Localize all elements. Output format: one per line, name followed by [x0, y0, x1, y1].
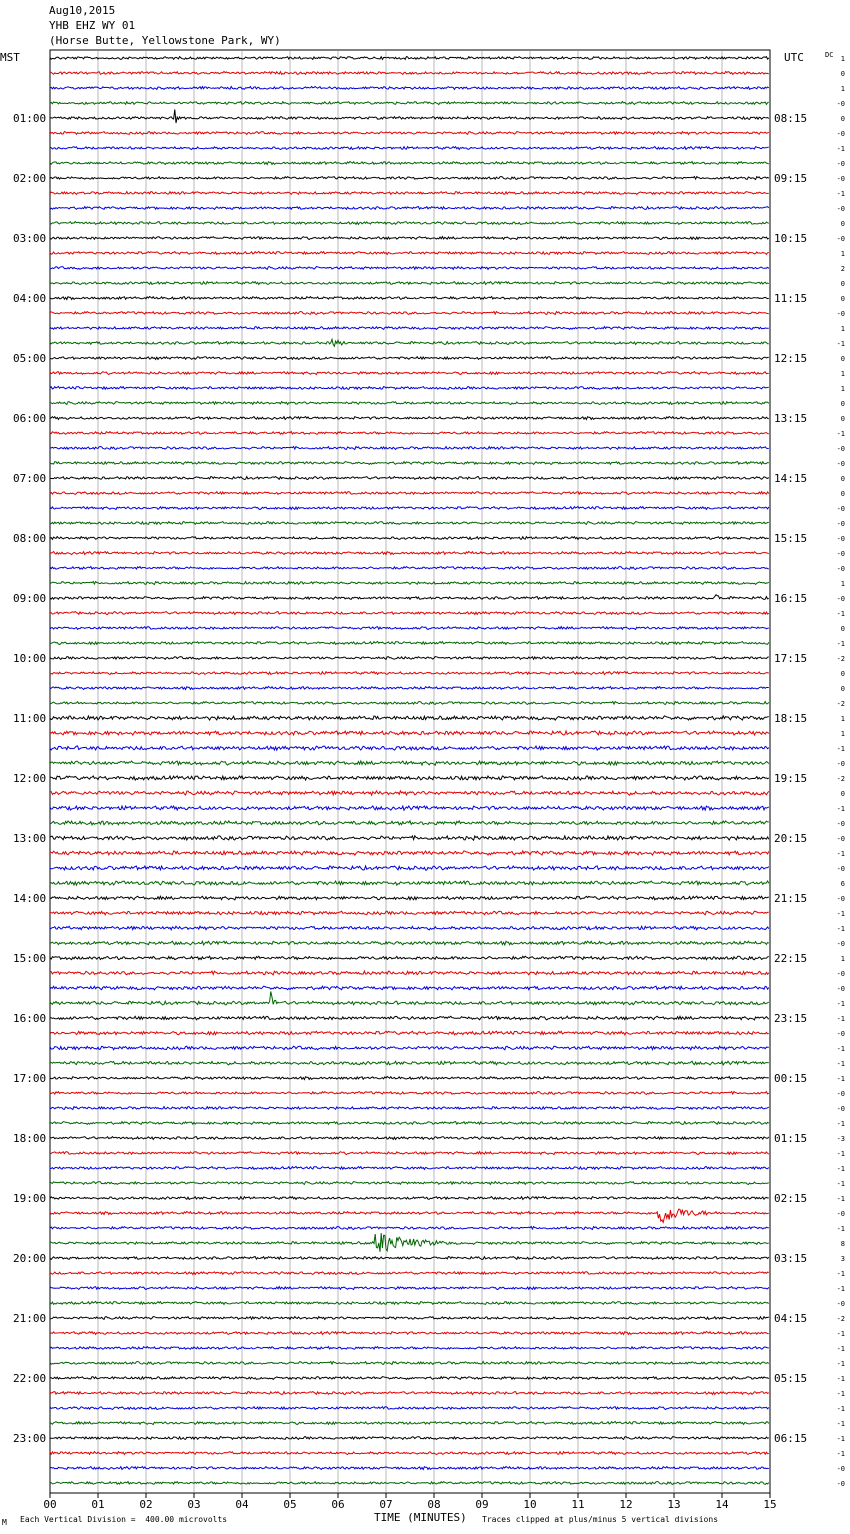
dc-offset: -1: [836, 1330, 845, 1338]
hour-label-right: 02:15: [774, 1192, 808, 1205]
trace-line: [50, 986, 769, 990]
trace-line: [50, 1209, 769, 1222]
dc-offset: -2: [836, 1315, 845, 1323]
trace-line: [50, 716, 769, 720]
hour-label-left: 09:00: [13, 592, 47, 605]
dc-offset: -0: [836, 1030, 845, 1038]
trace-line: [50, 1422, 769, 1425]
hour-label-right: 14:15: [774, 472, 808, 485]
trace-line: [50, 432, 769, 435]
x-axis-title: TIME (MINUTES): [374, 1511, 467, 1524]
hour-label-right: 16:15: [774, 592, 808, 605]
hour-label-left: 10:00: [13, 652, 47, 665]
dc-offset: -1: [836, 1060, 845, 1068]
dc-offset: -0: [836, 1090, 845, 1098]
hour-label-left: 06:00: [13, 412, 47, 425]
trace-line: [50, 956, 769, 960]
hour-label-left: 03:00: [13, 232, 47, 245]
dc-offset: -0: [836, 310, 845, 318]
hour-label-left: 07:00: [13, 472, 47, 485]
hour-label-right: 20:15: [774, 832, 808, 845]
trace-line: [50, 237, 769, 240]
corner-mark: M: [2, 1518, 7, 1527]
trace-line: [50, 110, 769, 124]
trace-line: [50, 1137, 769, 1140]
dc-offset: -2: [836, 655, 845, 663]
trace-line: [50, 1287, 769, 1290]
dc-offset: -0: [836, 1105, 845, 1113]
hour-label-right: 08:15: [774, 112, 808, 125]
trace-line: [50, 582, 769, 585]
dc-offset: -1: [836, 850, 845, 858]
hour-label-left: 14:00: [13, 892, 47, 905]
dc-offset: -0: [836, 460, 845, 468]
dc-offset: -0: [836, 1210, 845, 1218]
dc-offset: 0: [840, 280, 845, 288]
trace-line: [50, 1122, 769, 1125]
hour-label-right: 15:15: [774, 532, 808, 545]
trace-line: [50, 731, 769, 735]
trace-line: [50, 372, 769, 375]
dc-offset: 0: [840, 400, 845, 408]
dc-offset: 1: [840, 730, 845, 738]
trace-line: [50, 1362, 769, 1365]
dc-offset: 0: [840, 490, 845, 498]
dc-offset: -3: [836, 1135, 845, 1143]
dc-offset: 6: [840, 880, 845, 888]
x-tick-label: 04: [235, 1498, 249, 1511]
dc-offset: -1: [836, 145, 845, 153]
dc-offset: -1: [836, 1435, 845, 1443]
dc-offset: 1: [840, 955, 845, 963]
dc-offset: 0: [840, 295, 845, 303]
x-tick-label: 00: [43, 1498, 57, 1511]
dc-offset: 0: [840, 790, 845, 798]
hour-label-left: 16:00: [13, 1012, 47, 1025]
dc-offset: -1: [836, 430, 845, 438]
dc-offset: -1: [836, 1075, 845, 1083]
trace-line: [50, 402, 769, 405]
trace-line: [50, 1107, 769, 1110]
dc-offset: -0: [836, 985, 845, 993]
dc-offset: 0: [840, 625, 845, 633]
dc-offset: -1: [836, 1225, 845, 1233]
dc-offset: -1: [836, 1195, 845, 1203]
trace-line: [50, 132, 769, 135]
dc-offset: 8: [840, 1240, 845, 1248]
trace-line: [50, 1437, 769, 1440]
dc-offset: 0: [840, 670, 845, 678]
x-tick-label: 11: [571, 1498, 585, 1511]
dc-offset: -1: [836, 910, 845, 918]
hour-label-left: 08:00: [13, 532, 47, 545]
trace-line: [50, 387, 769, 390]
dc-offset: -0: [836, 970, 845, 978]
hour-label-right: 19:15: [774, 772, 808, 785]
hour-label-right: 01:15: [774, 1132, 808, 1145]
dc-offset: -0: [836, 100, 845, 108]
x-tick-label: 12: [619, 1498, 633, 1511]
dc-offset: -2: [836, 775, 845, 783]
dc-offset-labels: [837, 55, 845, 1488]
dc-offset: 1: [840, 385, 845, 393]
dc-offset: -1: [836, 1345, 845, 1353]
trace-line: [50, 522, 769, 525]
trace-line: [50, 462, 769, 465]
dc-offset: -0: [836, 445, 845, 453]
trace-line: [50, 162, 769, 165]
dc-offset: 1: [840, 325, 845, 333]
trace-line: [50, 926, 769, 930]
x-tick-label: 06: [331, 1498, 345, 1511]
dc-label: DC: [825, 51, 834, 59]
trace-line: [50, 1031, 769, 1035]
trace-line: [50, 339, 769, 346]
x-tick-label: 14: [715, 1498, 729, 1511]
trace-line: [50, 911, 769, 915]
x-tick-label: 08: [427, 1498, 441, 1511]
hour-label-left: 20:00: [13, 1252, 47, 1265]
trace-line: [50, 746, 769, 750]
dc-offset: 3: [840, 1255, 845, 1263]
x-axis-ticks: [43, 1493, 776, 1511]
dc-offset: 1: [840, 715, 845, 723]
dc-offset: -0: [836, 940, 845, 948]
right-timezone-label: UTC: [784, 51, 804, 64]
hour-label-right: 23:15: [774, 1012, 808, 1025]
dc-offset: -0: [836, 505, 845, 513]
trace-line: [50, 1407, 769, 1410]
trace-line: [50, 1482, 769, 1485]
dc-offset: 0: [840, 70, 845, 78]
trace-line: [50, 776, 769, 780]
trace-line: [50, 1167, 769, 1170]
trace-line: [50, 282, 769, 285]
trace-line: [50, 627, 769, 630]
dc-offset: -0: [836, 760, 845, 768]
seismic-traces: [50, 57, 769, 1485]
dc-offset: -1: [836, 1360, 845, 1368]
x-tick-label: 02: [139, 1498, 153, 1511]
dc-offset: -2: [836, 700, 845, 708]
trace-line: [50, 537, 769, 540]
dc-offset: -1: [836, 745, 845, 753]
dc-offset: -0: [836, 1480, 845, 1488]
trace-line: [50, 1046, 769, 1050]
dc-offset: -1: [836, 1150, 845, 1158]
dc-offset: -1: [836, 1045, 845, 1053]
hour-label-right: 04:15: [774, 1312, 808, 1325]
trace-line: [50, 1061, 769, 1065]
trace-line: [50, 552, 769, 555]
dc-offset: -0: [836, 835, 845, 843]
dc-offset: 0: [840, 415, 845, 423]
dc-offset: -0: [836, 820, 845, 828]
hour-label-right: 05:15: [774, 1372, 808, 1385]
hour-label-right: 06:15: [774, 1432, 808, 1445]
trace-line: [50, 507, 769, 510]
trace-line: [50, 1257, 769, 1260]
trace-line: [50, 1016, 769, 1020]
trace-line: [50, 672, 769, 675]
dc-offset: -1: [836, 1165, 845, 1173]
dc-offset: -0: [836, 1300, 845, 1308]
dc-offset: 2: [840, 265, 845, 273]
x-tick-label: 07: [379, 1498, 393, 1511]
dc-offset: 0: [840, 115, 845, 123]
trace-line: [50, 1197, 769, 1200]
hour-label-left: 04:00: [13, 292, 47, 305]
trace-line: [50, 312, 769, 315]
trace-line: [50, 1347, 769, 1350]
dc-offset: -1: [836, 925, 845, 933]
dc-offset: -1: [836, 1420, 845, 1428]
hour-label-right: 17:15: [774, 652, 808, 665]
dc-offset: -0: [836, 895, 845, 903]
dc-offset: -1: [836, 1285, 845, 1293]
hour-label-left: 19:00: [13, 1192, 47, 1205]
trace-line: [50, 971, 769, 975]
dc-offset: 0: [840, 355, 845, 363]
dc-offset: -0: [836, 205, 845, 213]
hour-label-right: 21:15: [774, 892, 808, 905]
dc-offset: -1: [836, 1015, 845, 1023]
dc-offset: -1: [836, 1120, 845, 1128]
hour-label-left: 05:00: [13, 352, 47, 365]
trace-line: [50, 1452, 769, 1455]
trace-line: [50, 896, 769, 900]
dc-offset: -0: [836, 1465, 845, 1473]
dc-offset: 0: [840, 220, 845, 228]
dc-offset: 1: [840, 85, 845, 93]
dc-offset: -1: [836, 1270, 845, 1278]
trace-line: [50, 1077, 769, 1080]
trace-line: [50, 252, 769, 255]
dc-offset: -1: [836, 340, 845, 348]
dc-offset: -0: [836, 550, 845, 558]
trace-line: [50, 836, 769, 840]
trace-line: [50, 72, 769, 75]
hour-label-right: 12:15: [774, 352, 808, 365]
trace-line: [50, 687, 769, 690]
trace-line: [50, 806, 769, 810]
dc-offset: -1: [836, 190, 845, 198]
trace-line: [50, 851, 769, 855]
dc-offset: 0: [840, 685, 845, 693]
hour-label-right: 13:15: [774, 412, 808, 425]
trace-line: [50, 207, 769, 210]
dc-offset: -0: [836, 565, 845, 573]
trace-line: [50, 1302, 769, 1305]
trace-line: [50, 567, 769, 570]
scale-note: Each Vertical Division = 400.00 microvolts: [20, 1515, 228, 1524]
trace-line: [50, 612, 769, 615]
trace-line: [50, 477, 769, 480]
hour-label-right: 18:15: [774, 712, 808, 725]
trace-line: [50, 1392, 769, 1395]
trace-line: [50, 1152, 769, 1155]
trace-line: [50, 57, 769, 60]
dc-offset: -1: [836, 1180, 845, 1188]
hour-label-right: 03:15: [774, 1252, 808, 1265]
x-tick-label: 03: [187, 1498, 201, 1511]
dc-offset: -1: [836, 805, 845, 813]
x-tick-label: 09: [475, 1498, 489, 1511]
trace-line: [50, 492, 769, 495]
left-timezone-label: MST: [0, 51, 20, 64]
trace-line: [50, 297, 769, 300]
dc-offset: -0: [836, 535, 845, 543]
trace-line: [50, 447, 769, 450]
hour-label-left: 13:00: [13, 832, 47, 845]
dc-offset: -0: [836, 160, 845, 168]
hour-label-left: 11:00: [13, 712, 47, 725]
dc-offset: -1: [836, 1390, 845, 1398]
dc-offset: 1: [840, 580, 845, 588]
trace-line: [50, 657, 769, 660]
dc-offset: -0: [836, 175, 845, 183]
x-tick-label: 15: [763, 1498, 777, 1511]
trace-line: [50, 941, 769, 945]
hour-label-right: 09:15: [774, 172, 808, 185]
trace-line: [50, 702, 769, 705]
trace-line: [50, 417, 769, 420]
hour-label-left: 01:00: [13, 112, 47, 125]
dc-offset: -1: [836, 640, 845, 648]
trace-line: [50, 1272, 769, 1275]
dc-offset: -0: [836, 520, 845, 528]
hour-label-left: 23:00: [13, 1432, 47, 1445]
header-location: (Horse Butte, Yellowstone Park, WY): [49, 34, 281, 47]
trace-line: [50, 881, 769, 885]
trace-line: [50, 267, 769, 270]
trace-line: [50, 222, 769, 225]
dc-offset: -0: [836, 130, 845, 138]
trace-line: [50, 791, 769, 795]
hour-label-right: 10:15: [774, 232, 808, 245]
hour-label-left: 02:00: [13, 172, 47, 185]
dc-offset: -0: [836, 865, 845, 873]
dc-offset: 1: [840, 250, 845, 258]
trace-line: [50, 1182, 769, 1185]
trace-line: [50, 192, 769, 195]
trace-line: [50, 642, 769, 645]
trace-line: [50, 1332, 769, 1335]
header-station: YHB EHZ WY 01: [49, 19, 136, 32]
dc-offset: -1: [836, 1405, 845, 1413]
trace-line: [50, 102, 769, 105]
dc-offset: -0: [836, 235, 845, 243]
dc-offset: -1: [836, 1450, 845, 1458]
trace-line: [50, 177, 769, 180]
trace-line: [50, 595, 769, 600]
hour-label-left: 18:00: [13, 1132, 47, 1145]
trace-line: [50, 1317, 769, 1320]
trace-line: [50, 1227, 769, 1230]
trace-line: [50, 866, 769, 870]
dc-offset: 1: [840, 370, 845, 378]
hour-label-right: 00:15: [774, 1072, 808, 1085]
x-tick-label: 01: [91, 1498, 105, 1511]
trace-line: [50, 761, 769, 765]
hour-label-left: 12:00: [13, 772, 47, 785]
header-date: Aug10,2015: [49, 4, 116, 17]
x-tick-label: 10: [523, 1498, 537, 1511]
hour-label-left: 22:00: [13, 1372, 47, 1385]
dc-offset: -1: [836, 1000, 845, 1008]
trace-line: [50, 87, 769, 90]
trace-line: [50, 147, 769, 150]
dc-offset: -1: [836, 610, 845, 618]
hour-label-left: 21:00: [13, 1312, 47, 1325]
trace-line: [50, 1233, 769, 1252]
dc-offset: 1: [840, 55, 845, 63]
hour-label-right: 11:15: [774, 292, 808, 305]
trace-line: [50, 1377, 769, 1380]
trace-line: [50, 1467, 769, 1470]
clip-note: Traces clipped at plus/minus 5 vertical divisions: [482, 1515, 719, 1524]
x-tick-label: 13: [667, 1498, 681, 1511]
hour-label-left: 15:00: [13, 952, 47, 965]
dc-offset: -0: [836, 595, 845, 603]
trace-line: [50, 327, 769, 330]
trace-line: [50, 992, 769, 1005]
trace-line: [50, 357, 769, 360]
dc-offset: -1: [836, 1375, 845, 1383]
hour-label-left: 17:00: [13, 1072, 47, 1085]
trace-line: [50, 1092, 769, 1095]
trace-line: [50, 821, 769, 825]
dc-offset: 0: [840, 475, 845, 483]
hour-label-right: 22:15: [774, 952, 808, 965]
x-tick-label: 05: [283, 1498, 297, 1511]
